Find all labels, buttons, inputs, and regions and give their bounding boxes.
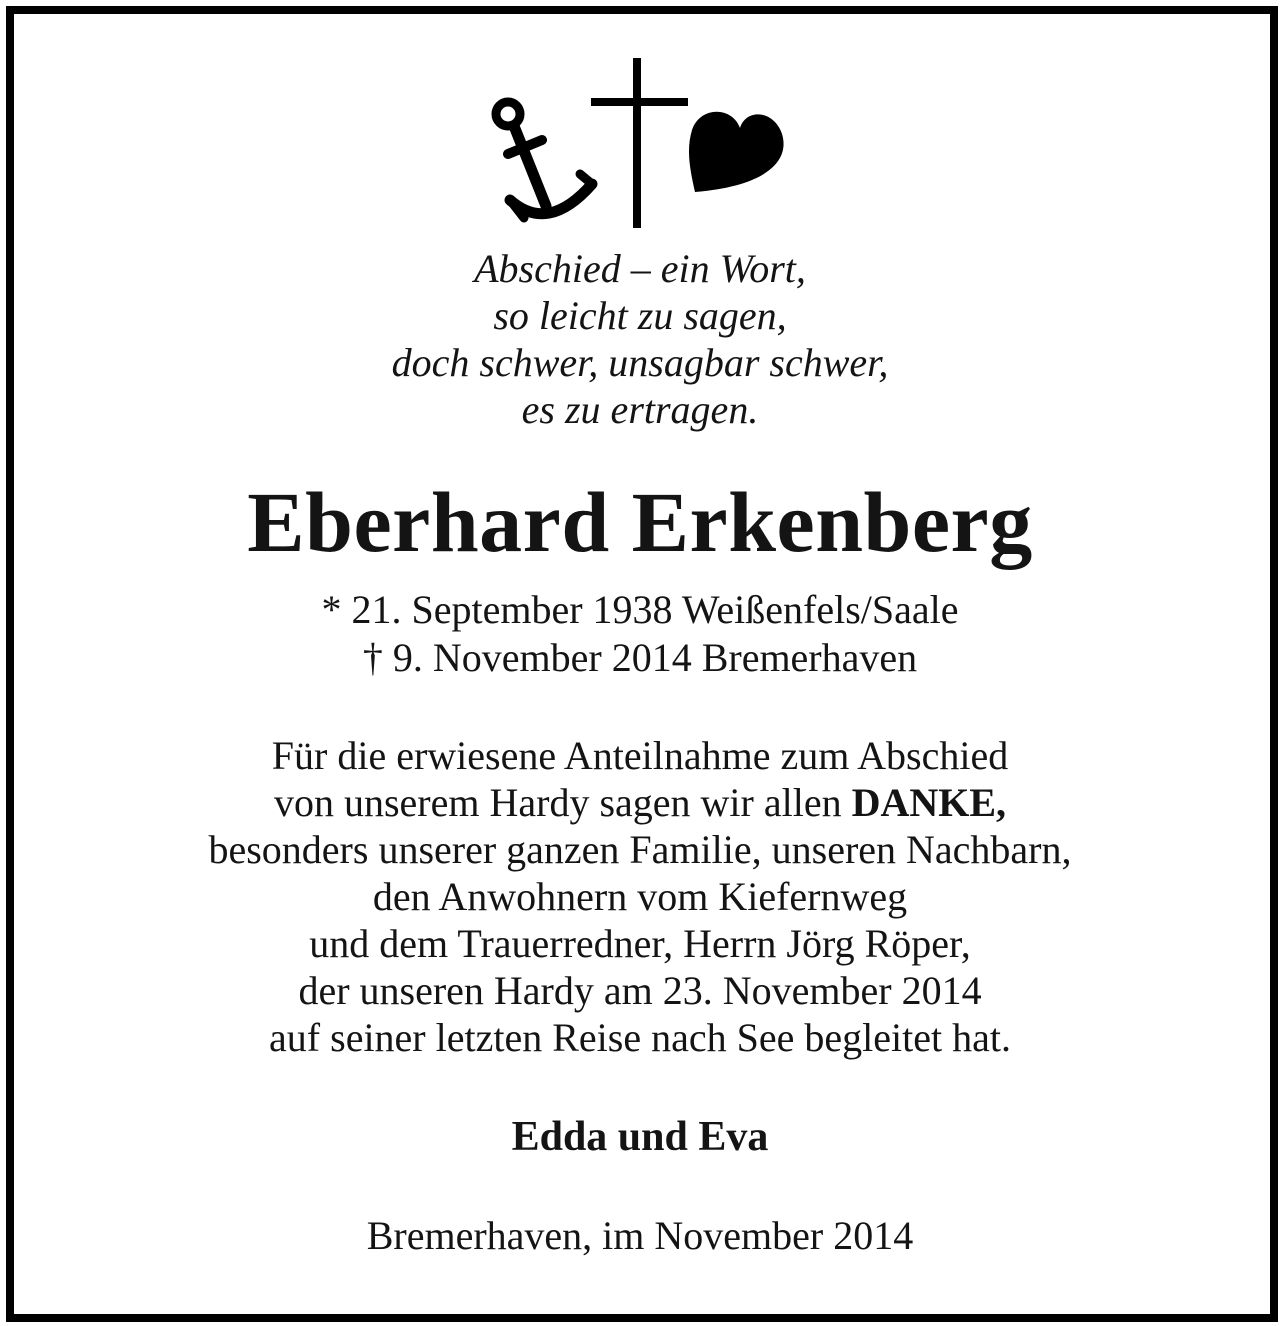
poem-line-2: so leicht zu sagen, xyxy=(493,293,787,338)
heart-icon xyxy=(689,112,784,192)
message-line-2 xyxy=(0,779,1280,826)
message-line-2-text: von unserem Hardy sagen wir allen xyxy=(273,780,852,825)
faith-hope-love-symbols xyxy=(480,50,800,240)
message-line-4: den Anwohnern vom Kiefernweg xyxy=(372,874,908,919)
birth-date: * 21. September 1938 Weißenfels/Saale xyxy=(321,587,959,632)
cross-icon xyxy=(591,58,688,228)
anchor-icon xyxy=(496,102,592,218)
place-and-date: Bremerhaven, im November 2014 xyxy=(366,1213,914,1258)
death-date: † 9. November 2014 Bremerhaven xyxy=(362,635,918,680)
deceased-name: Eberhard Erkenberg xyxy=(247,474,1033,570)
poem-line-1: Abschied – ein Wort, xyxy=(474,246,806,291)
poem-line-3: doch schwer, unsagbar schwer, xyxy=(391,340,889,385)
message-line-5: und dem Trauerredner, Herrn Jörg Röper, xyxy=(309,921,971,966)
message-line-6: der unseren Hardy am 23. November 2014 xyxy=(298,968,982,1013)
danke-word: DANKE, xyxy=(851,780,1007,825)
message-line-7: auf seiner letzten Reise nach See begleitet hat. xyxy=(269,1015,1011,1060)
symbols-svg xyxy=(480,50,800,240)
poem-line-4: es zu ertragen. xyxy=(521,387,759,432)
message-line-3: besonders unserer ganzen Familie, unseren Nachbarn, xyxy=(208,827,1072,872)
message-line-1: Für die erwiesene Anteilnahme zum Abschied xyxy=(271,733,1009,778)
signature: Edda und Eva xyxy=(511,1114,769,1160)
